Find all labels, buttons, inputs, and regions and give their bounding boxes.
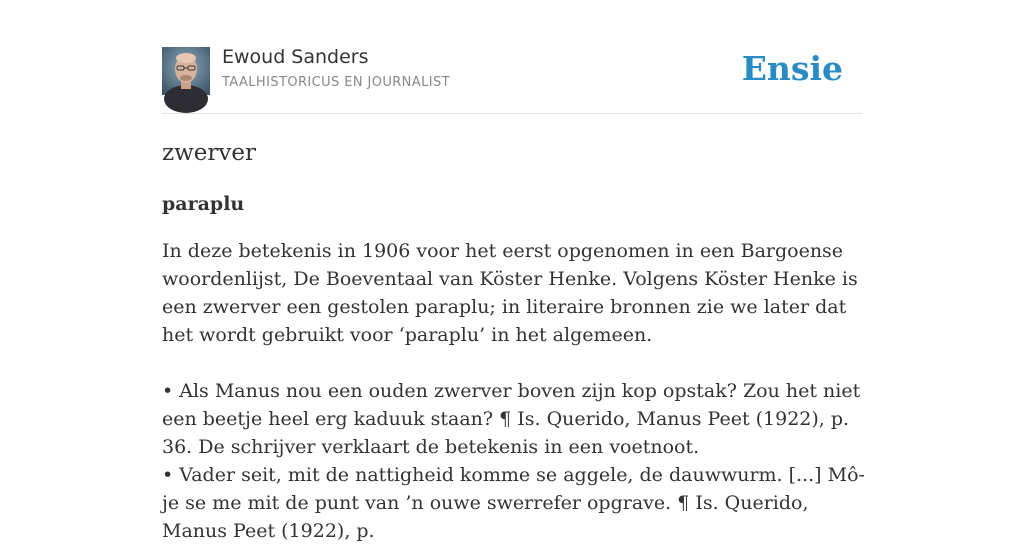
entry-quote: • Als Manus nou een ouden zwerver boven zijn kop opstak? Zou het niet een beetje heel erg kaduuk staan? ¶ Is. Querido, Manus Peet (1922), p. 36. De schrijver verklaart de betekenis in een voetnoot. — [162, 380, 861, 458]
paragraph-gap — [162, 349, 867, 377]
entry-title: zwerver — [162, 140, 257, 166]
header — [162, 0, 862, 114]
entry-meaning: paraplu — [162, 193, 245, 215]
entry-intro: In deze betekenis in 1906 voor het eerst opgenomen in een Bargoense woordenlijst, De Boeventaal van Köster Henke. Volgens Köster Henke is een zwerver een gestolen paraplu; in literaire bronnen zie we later dat het wordt gebruikt voor ‘paraplu’ in het algemeen. — [162, 240, 858, 346]
entry-body — [162, 237, 867, 545]
author-photo — [162, 47, 210, 95]
brand-logo[interactable]: Ensie — [741, 49, 843, 88]
author-name[interactable]: Ewoud Sanders — [222, 46, 369, 68]
avatar[interactable] — [162, 47, 210, 95]
author-subtitle: TAALHISTORICUS EN JOURNALIST — [222, 75, 450, 90]
content-column — [162, 0, 865, 542]
entry-quote: • Vader seit, mit de nattigheid komme se aggele, de dauwwurm. [...] Mô-je se me mit de punt van ’n ouwe swerrefer opgrave. ¶ Is. Querido, Manus Peet (1922), p. — [162, 464, 865, 542]
